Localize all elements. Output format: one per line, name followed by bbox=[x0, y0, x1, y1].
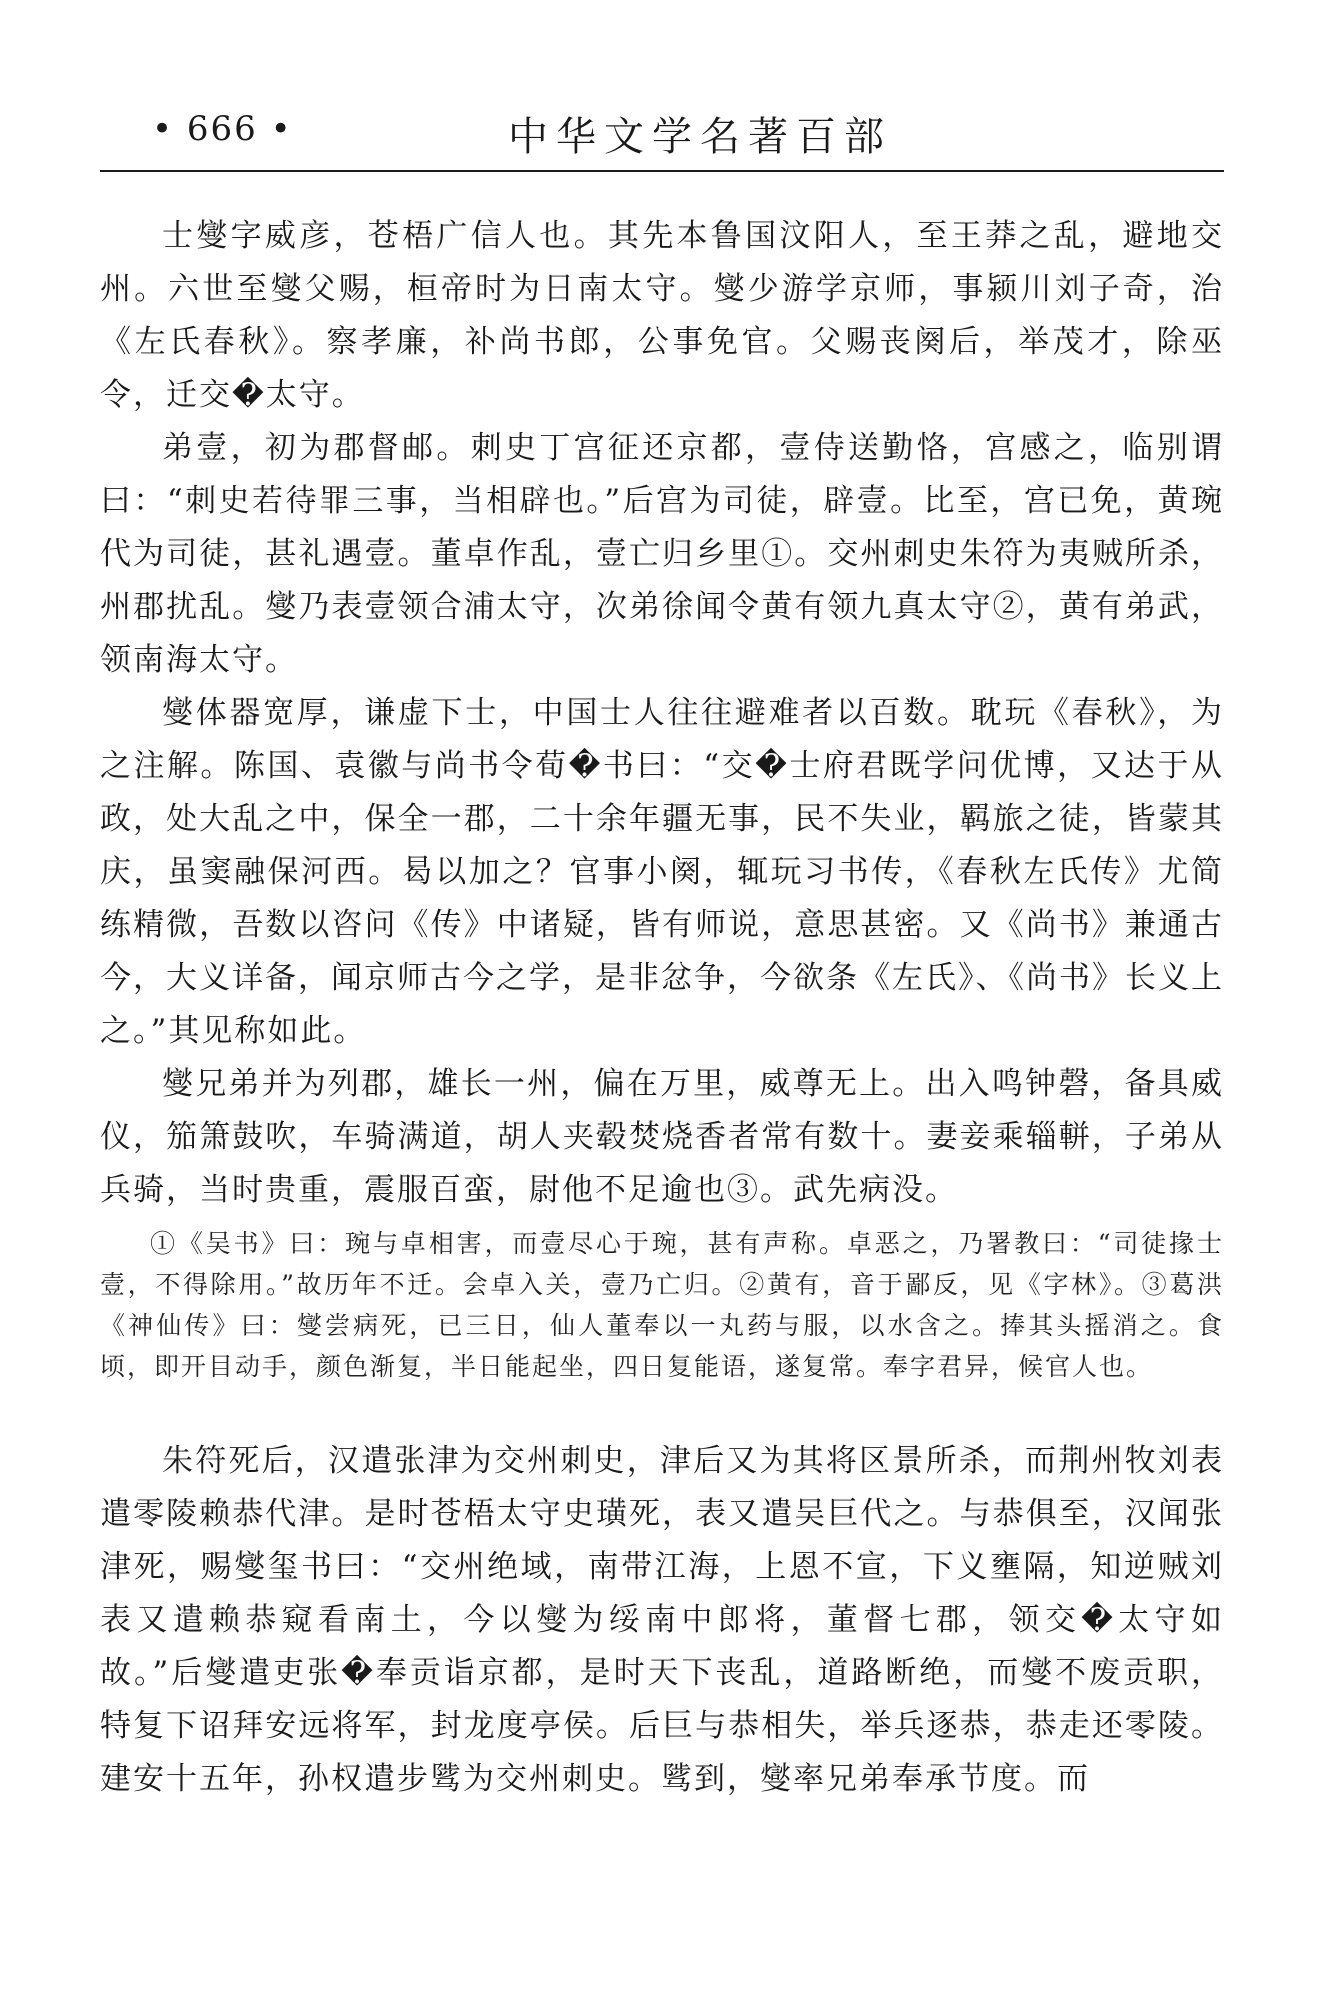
section-gap bbox=[100, 1387, 1224, 1435]
book-title: 中华文学名著百部 bbox=[508, 114, 892, 160]
paragraph-2: 弟壹，初为郡督邮。刺史丁宫征还京都，壹侍送勤恪，宫感之，临别谓曰：“刺史若待罪三事，当相辟也。”后宫为司徒，辟壹。比至，宫已免，黄琬代为司徒，甚礼遇壹。董卓作乱，壹亡归乡里①。交州刺史朱符为夷贼所杀，州郡扰乱。燮乃表壹领合浦太守，次弟徐闻令黄有领九真太守②，黄有弟武，领南海太守。 bbox=[100, 430, 1224, 678]
paragraph-3: 燮体器宽厚，谦虚下士，中国士人往往避难者以百数。耽玩《春秋》，为之注解。陈国、袁徽与尚书令荀�书曰：“交�士府君既学问优博，又达于从政，处大乱之中，保全一郡，二十余年疆无事，民不失业，羁旅之徒，皆蒙其庆，虽窦融保河西。曷以加之？官事小阕，辄玩习书传，《春秋左氏传》尤简练精微，吾数以咨问《传》中诸疑，皆有师说，意思甚密。又《尚书》兼通古今，大义详备，闻京师古今之学，是非忿争，今欲条《左氏》、《尚书》长义上之。”其见称如此。 bbox=[100, 695, 1224, 1049]
main-text bbox=[100, 210, 1224, 1806]
header-rule bbox=[100, 170, 1224, 172]
page-header bbox=[100, 105, 1224, 165]
page-number: • 666 • bbox=[152, 109, 293, 149]
footnotes: ①《吴书》曰：琬与卓相害，而壹尽心于琬，甚有声称。卓恶之，乃署教曰：“司徒掾士壹，不得除用。”故历年不迁。会卓入关，壹乃亡归。②黄有，音于鄙反，见《字林》。③葛洪《神仙传》曰：燮尝病死，已三日，仙人董奉以一丸药与服，以水含之。捧其头摇消之。食顷，即开目动手，颜色渐复，半日能起坐，四日复能语，遂复常。奉字君异，候官人也。 bbox=[100, 1229, 1224, 1381]
paragraph-1: 士燮字威彦，苍梧广信人也。其先本鲁国汶阳人，至王莽之乱，避地交州。六世至燮父赐，桓帝时为日南太守。燮少游学京师，事颍川刘子奇，治《左氏春秋》。察孝廉，补尚书郎，公事免官。父赐丧阕后，举茂才，除巫令，迁交�太守。 bbox=[100, 218, 1224, 413]
paragraph-5: 朱符死后，汉遣张津为交州刺史，津后又为其将区景所杀，而荆州牧刘表遣零陵赖恭代津。是时苍梧太守史璜死，表又遣吴巨代之。与恭俱至，汉闻张津死，赐燮玺书曰：“交州绝域，南带江海，上恩不宣，下义壅隔，知逆贼刘表又遣赖恭窥看南土，今以燮为绥南中郎将，董督七郡，领交�太守如故。”后燮遣吏张�奉贡诣京都，是时天下丧乱，道路断绝，而燮不废贡职，特复下诏拜安远将军，封龙度亭侯。后巨与恭相失，举兵逐恭，恭走还零陵。建安十五年，孙权遣步骘为交州刺史。骘到，燮率兄弟奉承节度。而 bbox=[100, 1443, 1224, 1797]
paragraph-4: 燮兄弟并为列郡，雄长一州，偏在万里，威尊无上。出入鸣钟磬，备具威仪，笳箫鼓吹，车骑满道，胡人夹毂焚烧香者常有数十。妻妾乘辎軿，子弟从兵骑，当时贵重，震服百蛮，尉他不足逾也③。武先病没。 bbox=[100, 1066, 1224, 1208]
